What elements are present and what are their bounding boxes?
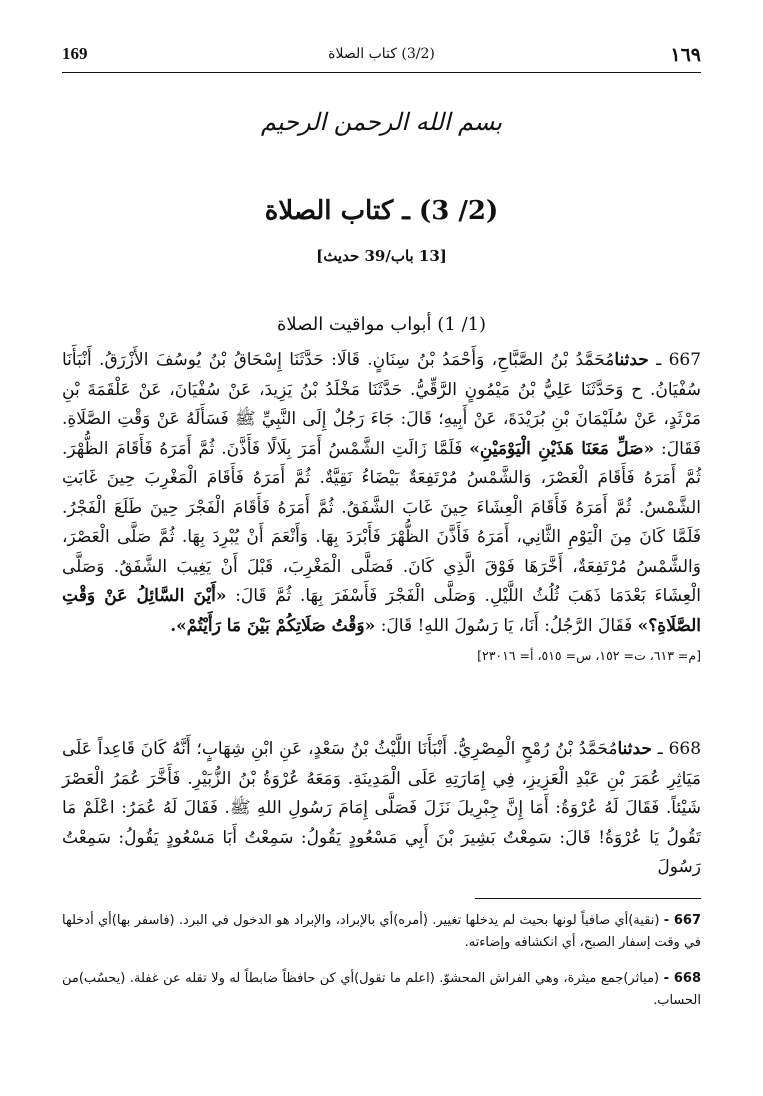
footnote-667	[62, 910, 701, 954]
hadith-text: فَلَمَّا زَالَتِ الشَّمْسُ أَمَرَ بِلَالًا فَأَذَّنَ. ثُمَّ أَمَرَهُ فَأَقَامَ الظُّهْرَ. ثُمَّ أَمَرَهُ فَأَقَامَ الْعَصْرَ، وَالشَّمْسُ مُرْتَفِعَةٌ بَيْضَاءُ نَقِيَّةٌ. ثُمَّ أَمَرَهُ فَأَقَامَ الْمَغْرِبَ حِينَ غَابَتِ الشَّمْسُ. ثُمَّ أَمَرَهُ فَأَقَامَ الْعِشَاءَ حِينَ غَابَ الشَّفَقُ. ثُمَّ أَمَرَهُ فَأَقَامَ الْفَجْرَ حِينَ طَلَعَ الْفَجْرُ. فَلَمَّا كَانَ مِنَ الْيَوْمِ الثَّانِي، أَمَرَهُ فَأَذَّنَ الظُّهْرَ فَأَبْرَدَ بِهَا. وَأَنْعَمَ أَنْ يُبْرِدَ بِهَا. ثُمَّ صَلَّى الْعَصْرَ، وَالشَّمْسُ مُرْتَفِعَةٌ، أَخَّرَهَا فَوْقَ الَّذِي كَانَ. فَصَلَّى الْمَغْرِبَ، قَبْلَ أَنْ يَغِيبَ الشَّفَقُ. وَصَلَّى الْعِشَاءَ بَعْدَمَا ذَهَبَ ثُلُثُ اللَّيْلِ. وَصَلَّى الْفَجْرَ فَأَسْفَرَ بِهَا. ثُمَّ قَالَ:	[62, 438, 701, 606]
footnote-number: 668 -	[663, 971, 702, 986]
footnote-text: (نقية)أي صافياً لونها بحيث لم يدخلها تغيير. (أمره)أي بالإبراد، والإبراد هو الدخول في البرد. (فاسفر بها)أي أدخلها في وقت إسفار الصبح، أي انكشافه وإضاءته.	[62, 913, 701, 950]
chapter-title: (1/ 1) أبواب مواقيت الصلاة	[276, 314, 487, 335]
basmala: بسم الله الرحمن الرحيم	[260, 108, 503, 136]
prophet-quote: «صَلِّ مَعَنَا هَذَيْنِ الْيَوْمَيْنِ»	[469, 438, 655, 459]
hadith-668	[62, 735, 701, 883]
hadith-text: مُحَمَّدُ بْنُ رُمْحٍ الْمِصْرِيُّ. أَنْبَأَنَا اللَّيْثُ بْنُ سَعْدٍ، عَنِ ابْنِ شِهَابٍ؛ أَنَّهُ كَانَ قَاعِداً عَلَى مَيَاثِرِ عُمَرَ بْنِ عَبْدِ الْعَزِيزِ، فِي إِمَارَتِهِ عَلَى الْمَدِينَةِ. وَمَعَهُ عُرْوَةُ بْنُ الزُّبَيْرِ. فَأَخَّرَ عُمَرُ الْعَصْرَ شَيْئاً. فَقَالَ لَهُ عُرْوَةُ: أَمَا إِنَّ جِبْرِيلَ نَزَلَ فَصَلَّى إِمَامَ رَسُولِ اللهِ ﷺ. فَقَالَ لَهُ عُمَرُ: اعْلَمْ مَا تَقُولُ يَا عُرْوَةُ! قَالَ: سَمِعْتُ بَشِيرَ بْنَ أَبِي مَسْعُودٍ يَقُولُ: سَمِعْتُ أَبَا مَسْعُودٍ يَقُولُ: سَمِعْتُ رَسُولَ	[62, 739, 701, 877]
prophet-quote: «وَقْتُ صَلَاتِكُمْ بَيْنَ مَا رَأَيْتُمْ».	[170, 615, 376, 636]
footnote-text: (مياثر)جمع ميثرة، وهي الفراش المحشوّ. (اعلم ما تقول)أي كن حافظاً ضابطاً له ولا تقله عن غفلة. (يحسُب)من الحساب.	[62, 971, 701, 1008]
prophet-quote: «أَيْنَ السَّائِلُ عَنْ وَقْتِ الصَّلَاةِ؟»	[62, 586, 701, 636]
footnote-number: 667 -	[663, 913, 702, 928]
footnote-rule	[475, 898, 701, 899]
hadith-number: 668 ـ	[657, 739, 702, 759]
footnote-668	[62, 968, 701, 1012]
hadith-number: 667 ـ	[656, 350, 702, 370]
haddathana: حدثنا	[614, 350, 649, 370]
haddathana: حدثنا	[617, 739, 652, 759]
running-title: (3/2) كتاب الصلاة	[328, 46, 435, 62]
hadith-667	[62, 346, 701, 671]
page-number-arabic: ١٦٩	[670, 44, 701, 66]
book-title: (2/ 3) ـ كتاب الصلاة	[264, 196, 499, 226]
book-count: [13 باب/39 حديث]	[316, 247, 447, 265]
hadith-citation: [م= ٦١٣، ت= ١٥٢، س= ٥١٥، أ= ٢٣٠١٦]	[477, 648, 701, 663]
hadith-text: مُحَمَّدُ بْنُ الصَّبَّاحِ، وَأَحْمَدُ بْنُ سِنَانٍ. قَالَا: حَدَّثَنَا إِسْحَاقُ بْنُ يُوسُفَ الأَزْرَقُ. أَنْبَأَنَا سُفْيَانُ. ح وَحَدَّثَنَا عَلِيُّ بْنُ مَيْمُونٍ الرَّقِّيُّ. حَدَّثَنَا مَخْلَدُ بْنُ يَزِيدَ، عَنْ سُفْيَانَ، عَنْ عَلْقَمَةَ بْنِ مَرْثَدٍ، عَنْ سُلَيْمَانَ بْنِ بُرَيْدَةَ، عَنْ أَبِيهِ؛ قَالَ: جَاءَ رَجُلٌ إِلَى النَّبِيِّ ﷺ فَسَأَلَهُ عَنْ وَقْتِ الصَّلَاةِ. فَقَالَ:	[62, 350, 702, 459]
page-number-latin: 169	[62, 44, 88, 63]
hadith-text: فَقَالَ الرَّجُلُ: أَنَا، يَا رَسُولَ اللهِ! قَالَ:	[380, 615, 633, 636]
header-rule	[62, 72, 701, 73]
page-header	[62, 38, 701, 74]
